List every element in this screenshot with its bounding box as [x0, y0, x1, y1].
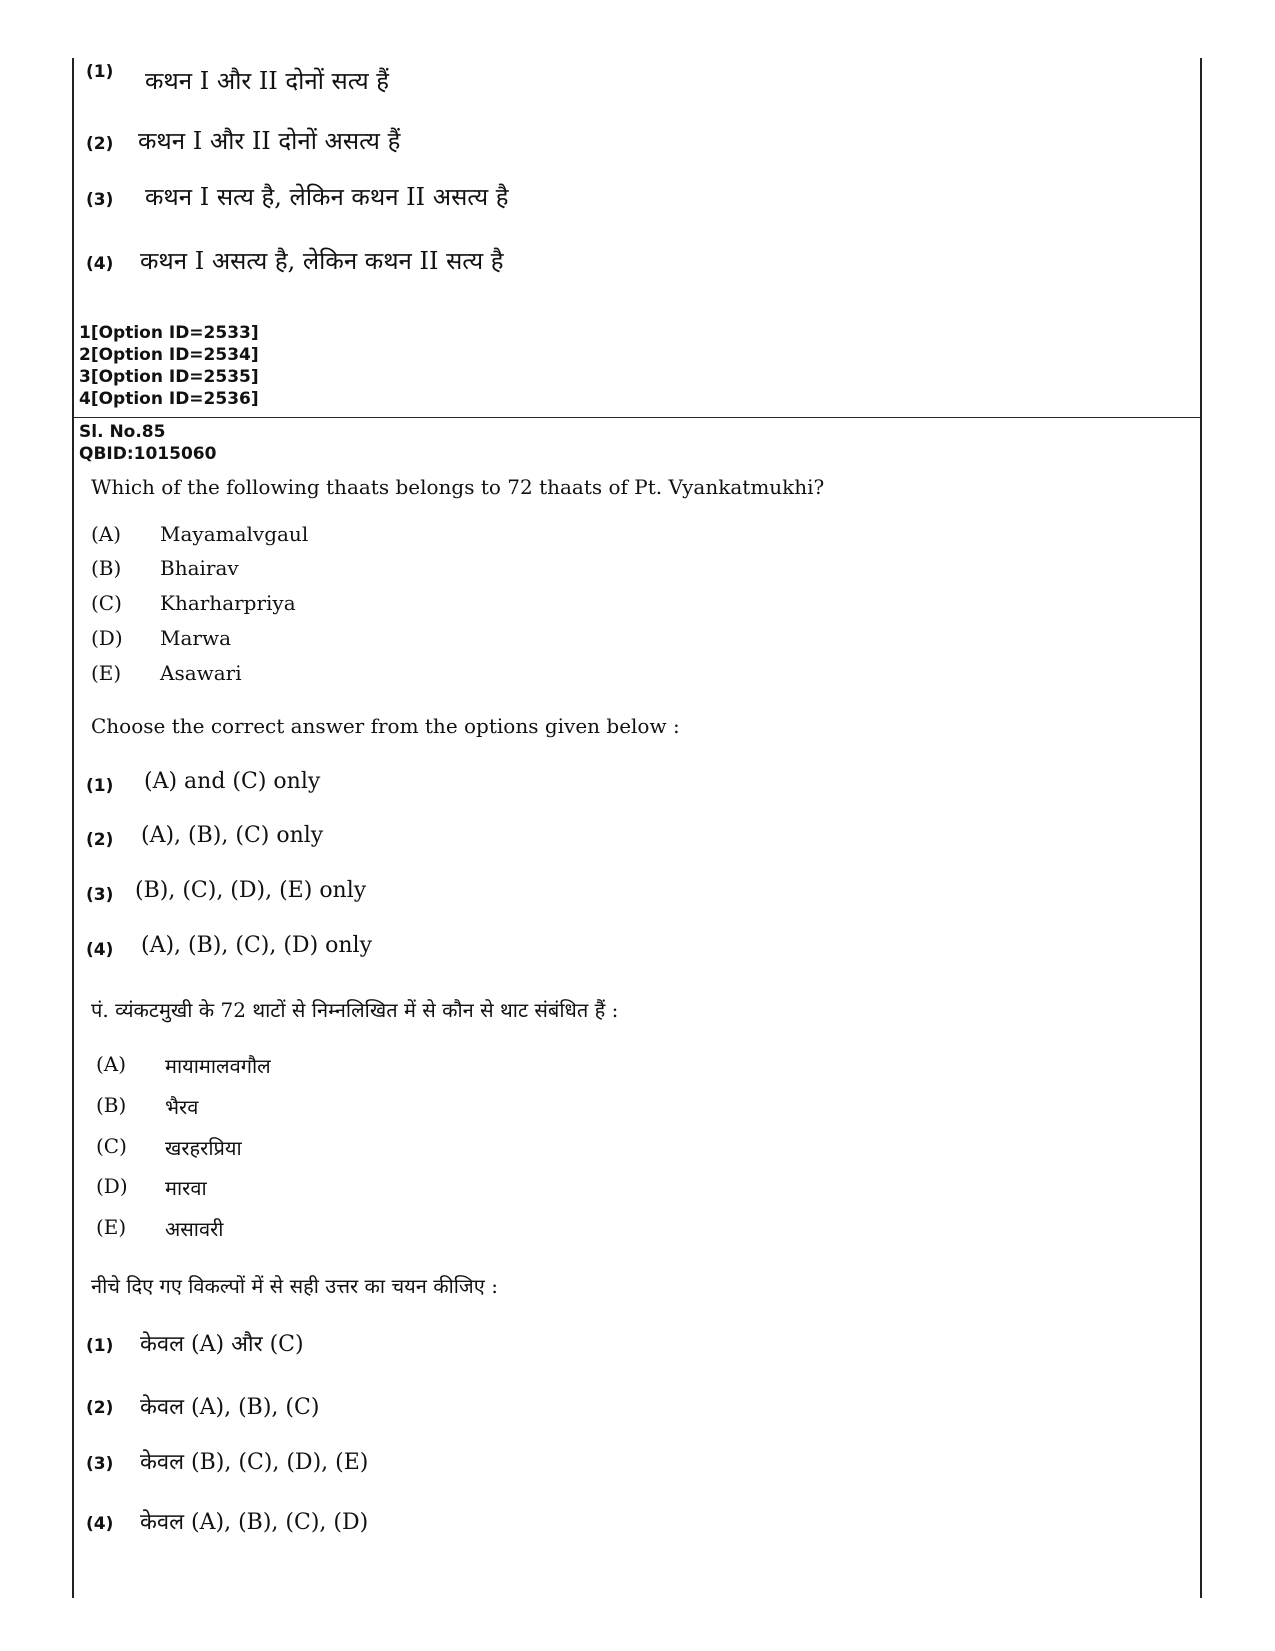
option-text: (A), (B), (C) only — [141, 823, 324, 848]
option-text: केवल (A), (B), (C), (D) — [140, 1510, 369, 1535]
item-label: (A) — [91, 522, 122, 546]
option-number: (1) — [86, 776, 114, 796]
item-label: (B) — [91, 556, 122, 580]
serial-number: Sl. No.85 — [79, 422, 166, 442]
page-border-left — [72, 58, 74, 1598]
prev-option-number: (3) — [86, 190, 114, 210]
item-label: (E) — [96, 1215, 127, 1239]
prev-option-number: (4) — [86, 254, 114, 274]
item-text: मायामालवगौल — [165, 1054, 271, 1078]
item-label: (C) — [91, 591, 122, 615]
item-text: Asawari — [160, 661, 242, 685]
option-id-list — [79, 322, 259, 410]
prev-option-text: कथन I असत्य है, लेकिन कथन II सत्य है — [140, 247, 504, 275]
item-text: Bhairav — [160, 556, 239, 580]
instruction-english: Choose the correct answer from the options given below : — [91, 714, 680, 738]
item-label: (A) — [96, 1052, 127, 1076]
item-label: (C) — [96, 1134, 127, 1158]
question-stem-english: Which of the following thaats belongs to 72 thaats of Pt. Vyankatmukhi? — [91, 475, 825, 499]
option-number: (4) — [86, 940, 114, 960]
option-id: 4[Option ID=2536] — [79, 389, 259, 409]
option-text: केवल (B), (C), (D), (E) — [140, 1450, 369, 1475]
option-id: 3[Option ID=2535] — [79, 367, 259, 387]
option-text: (A) and (C) only — [144, 769, 321, 794]
option-number: (2) — [86, 830, 114, 850]
page-border-right — [1200, 58, 1202, 1598]
qbid: QBID:1015060 — [79, 444, 217, 464]
item-label: (E) — [91, 661, 122, 685]
item-text: मारवा — [165, 1176, 207, 1200]
option-number: (3) — [86, 1454, 114, 1474]
prev-option-text: कथन I सत्य है, लेकिन कथन II असत्य है — [145, 183, 509, 211]
option-text: केवल (A) और (C) — [140, 1332, 304, 1357]
option-text: (B), (C), (D), (E) only — [135, 878, 367, 903]
option-number: (3) — [86, 885, 114, 905]
item-text: Kharharpriya — [160, 591, 296, 615]
option-id: 1[Option ID=2533] — [79, 323, 259, 343]
item-text: खरहरप्रिया — [165, 1136, 242, 1160]
item-text: Mayamalvgaul — [160, 522, 309, 546]
item-text: भैरव — [165, 1095, 199, 1119]
item-label: (D) — [96, 1174, 128, 1198]
prev-option-number: (2) — [86, 134, 114, 154]
instruction-hindi: नीचे दिए गए विकल्पों में से सही उत्तर का चयन कीजिए : — [91, 1274, 498, 1298]
prev-option-number: (1) — [86, 62, 114, 82]
item-label: (B) — [96, 1093, 127, 1117]
item-text: Marwa — [160, 626, 232, 650]
option-number: (1) — [86, 1336, 114, 1356]
item-label: (D) — [91, 626, 123, 650]
prev-option-text: कथन I और II दोनों असत्य हैं — [138, 127, 401, 155]
option-number: (2) — [86, 1398, 114, 1418]
item-text: असावरी — [165, 1217, 224, 1241]
question-divider — [72, 417, 1202, 418]
question-header — [79, 421, 216, 465]
question-stem-hindi: पं. व्यंकटमुखी के 72 थाटों से निम्नलिखित में से कौन से थाट संबंधित हैं : — [91, 998, 619, 1022]
option-number: (4) — [86, 1514, 114, 1534]
option-text: केवल (A), (B), (C) — [140, 1395, 320, 1420]
option-id: 2[Option ID=2534] — [79, 345, 259, 365]
prev-option-text: कथन I और II दोनों सत्य हैं — [145, 67, 390, 95]
option-text: (A), (B), (C), (D) only — [141, 933, 373, 958]
